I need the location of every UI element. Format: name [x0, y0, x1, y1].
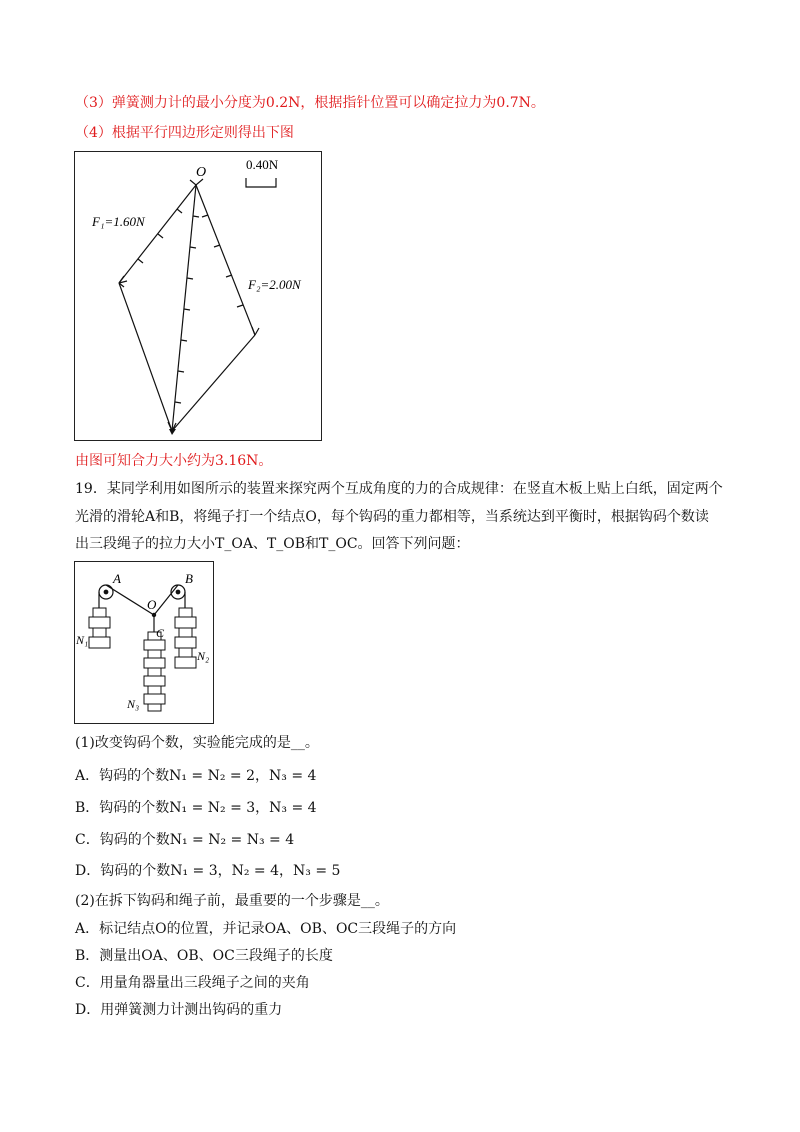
label-a: A	[113, 571, 121, 586]
sub2-option-b: B．测量出OA、OB、OC三段绳子的长度	[75, 948, 333, 964]
sub1-option-c: C．钩码的个数N₁ = N₂ = N₃ = 4	[75, 832, 295, 848]
label-n3: N₃	[127, 697, 140, 711]
force-diagram-svg	[75, 152, 321, 440]
sub2-option-d: D．用弹簧测力计测出钩码的重力	[75, 1002, 283, 1018]
weights-n2	[175, 608, 196, 668]
label-n2: N₂	[197, 649, 210, 663]
scale-label: 0.40N	[246, 157, 279, 172]
label-c: C	[156, 626, 165, 640]
f1-label: F₁=1.60N	[92, 214, 145, 229]
parallelogram-side-right	[172, 335, 255, 431]
answer-part3: （3）弹簧测力计的最小分度为0.2N，根据指针位置可以确定拉力为0.7N。	[75, 95, 545, 111]
origin-label: O	[196, 165, 207, 180]
label-o: O	[147, 597, 157, 612]
f2-vector	[196, 185, 255, 335]
pulley-svg	[75, 562, 213, 723]
q19-stem-line2: 光滑的滑轮A和B，将绳子打一个结点O，每个钩码的重力都相等，当系统达到平衡时，根据钩码个数读	[75, 509, 709, 525]
f1-arrowhead	[119, 276, 127, 283]
f2-label: F₂=2.00N	[248, 277, 301, 292]
f1-vector	[119, 185, 196, 283]
sub2-option-a: A．标记结点O的位置，并记录OA、OB、OC三段绳子的方向	[75, 921, 457, 937]
weights-n3	[144, 632, 165, 711]
sub1-question: (1)改变钩码个数，实验能完成的是__。	[75, 735, 319, 751]
answer-conclusion: 由图可知合力大小约为3.16N。	[75, 453, 273, 469]
f2-ticks	[202, 215, 243, 307]
resultant-vector	[172, 185, 196, 431]
rope-ob	[154, 585, 178, 615]
sub1-option-d: D．钩码的个数N₁ = 3，N₂ = 4，N₃ = 5	[75, 863, 341, 879]
f2-arrowhead	[252, 327, 259, 335]
sub1-option-b: B．钩码的个数N₁ = N₂ = 3，N₃ = 4	[75, 800, 317, 816]
answer-part4: （4）根据平行四边形定则得出下图	[75, 125, 294, 141]
resultant-tip	[169, 429, 176, 435]
weights-n1	[89, 608, 110, 648]
label-n1: N₁	[76, 633, 89, 647]
q19-stem-line1: 19．某同学利用如图所示的装置来探究两个互成角度的力的合成规律：在竖直木板上贴上白纸，固定两个	[75, 481, 723, 497]
knot-o	[152, 613, 156, 617]
parallelogram-side-left	[119, 283, 172, 431]
force-parallelogram-figure	[74, 151, 322, 441]
scale-bar	[246, 178, 276, 187]
sub2-question: (2)在拆下钩码和绳子前，最重要的一个步骤是__。	[75, 893, 389, 909]
sub2-option-c: C．用量角器量出三段绳子之间的夹角	[75, 975, 310, 991]
pulley-apparatus-figure	[74, 561, 214, 724]
q19-stem-line3: 出三段绳子的拉力大小T_OA、T_OB和T_OC。回答下列问题：	[75, 536, 470, 552]
label-b: B	[185, 571, 193, 586]
sub1-option-a: A．钩码的个数N₁ = N₂ = 2，N₃ = 4	[75, 768, 317, 784]
resultant-ticks	[175, 216, 199, 403]
